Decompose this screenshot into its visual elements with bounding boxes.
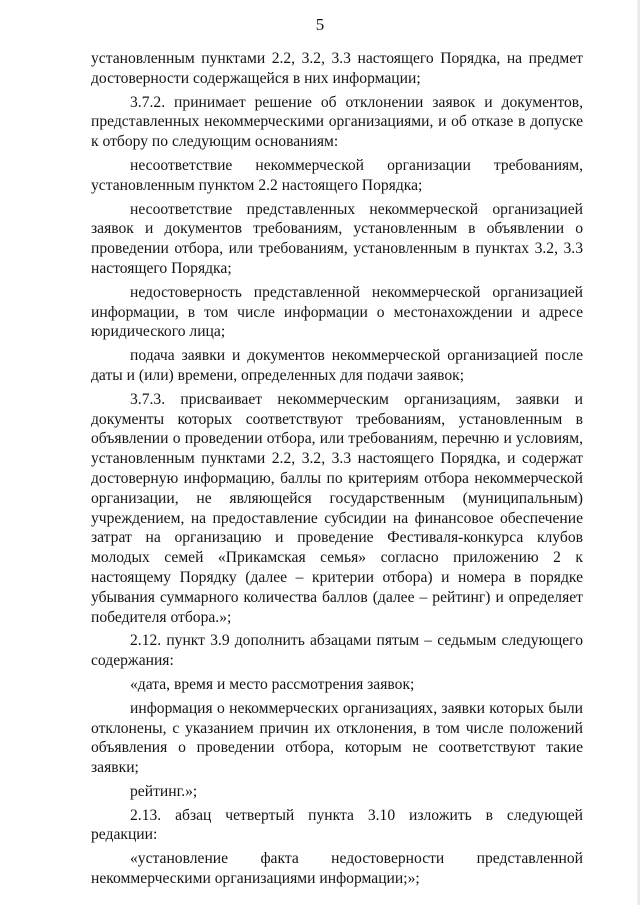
paragraph-2-12: 2.12. пункт 3.9 дополнить абзацами пятым – седьмым следующего содержания: <box>91 632 583 670</box>
paragraph-quote-info: информация о некоммерческих организациях, заявки которых были отклонены, с указанием причин их отклонения, в том числе положений объявления о проведении отбора, которым не соответствуют такие заявки; <box>91 699 583 777</box>
document-body <box>91 49 583 889</box>
page-number: 5 <box>315 15 325 34</box>
paragraph-3-7-2: 3.7.2. принимает решение об отклонении заявок и документов, представленных некоммерческими организациями, и об отказе в допуске к отбору по следующим основаниям: <box>91 93 583 151</box>
paragraph-ground-1: несоответствие некоммерческой организации требованиям, установленным пунктом 2.2 настоящего Порядка; <box>91 156 583 194</box>
paragraph-2-13: 2.13. абзац четвертый пункта 3.10 изложить в следующей редакции: <box>91 806 583 844</box>
paragraph-3-7-3: 3.7.3. присваивает некоммерческим организациям, заявки и документы которых соответствуют требованиям, установленным в объявлении о проведении отбора, или требованиям, перечню и условиям, установленным пунктами 2.2, 3.2, 3.3 настоящего Порядка, и содержат достоверную информацию, баллы по критериям отбора некоммерческой организации, не являющейся государственным (муниципальным) учреждением, на предоставление субсидии на финансовое обеспечение затрат на организацию и проведение Фестиваля-конкурса клубов молодых семей «Прикамская семья» согласно приложению 2 к настоящему Порядку (далее – критерии отбора) и номера в порядке убывания суммарного количества баллов (далее – рейтинг) и определяет победителя отбора.»; <box>91 390 583 626</box>
paragraph-ground-3: недостоверность представленной некоммерческой организацией информации, в том числе информации о местонахождении и адресе юридического лица; <box>91 283 583 341</box>
paragraph-quote-fact: «установление факта недостоверности представленной некоммерческими организациями информации;»; <box>91 850 583 888</box>
paragraph-1-continuation: установленным пунктами 2.2, 3.2, 3.3 настоящего Порядка, на предмет достоверности содержащейся в них информации; <box>91 50 583 87</box>
paragraph-quote-rating: рейтинг.»; <box>130 782 198 800</box>
paragraph-ground-2: несоответствие представленных некоммерческой организацией заявок и документов требованиям, установленным в объявлении о проведении отбора, или требованиям, установленным в пунктах 3.2, 3.3 настоящего Порядка; <box>91 200 583 277</box>
paragraph-ground-4: подача заявки и документов некоммерческой организацией после даты и (или) времени, определенных для подачи заявок; <box>91 347 583 384</box>
paragraph-quote-date: «дата, время и место рассмотрения заявок; <box>130 675 415 693</box>
